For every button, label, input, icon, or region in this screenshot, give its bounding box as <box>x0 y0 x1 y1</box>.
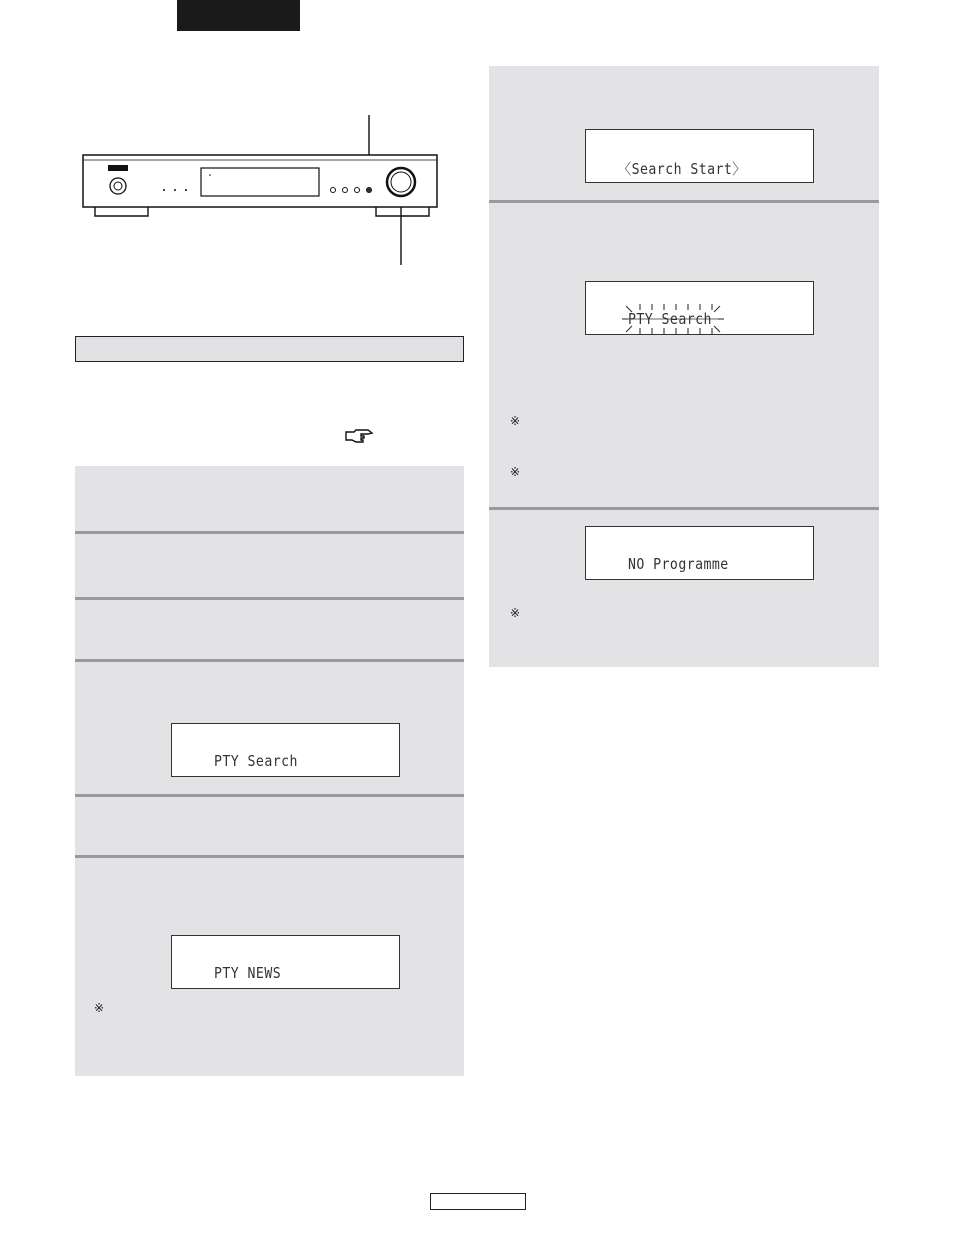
lcd-text: PTY Search <box>214 752 298 770</box>
lcd-display-no-programme <box>585 526 814 580</box>
step-divider <box>489 507 879 510</box>
step-divider <box>75 597 464 600</box>
lcd-display-ptv-search <box>171 723 400 777</box>
pointing-hand-icon <box>344 428 374 446</box>
lcd-text: PTY NEWS <box>214 964 282 982</box>
note-mark: ※ <box>510 606 521 620</box>
lcd-text: 〈Search Start〉 <box>618 160 746 178</box>
step-divider <box>489 200 879 203</box>
step-divider <box>75 531 464 534</box>
section-heading-bar <box>75 336 464 362</box>
step-divider <box>75 659 464 662</box>
note-mark: ※ <box>510 414 521 428</box>
lcd-text: NO Programme <box>628 555 729 573</box>
right-step-panel <box>489 66 879 667</box>
note-mark: ※ <box>510 465 521 479</box>
step-divider <box>75 855 464 858</box>
tuner-front-panel-illustration <box>80 110 450 270</box>
language-tab <box>177 0 300 31</box>
note-mark: ※ <box>94 1001 105 1015</box>
left-step-panel <box>75 466 464 1076</box>
step-divider <box>75 794 464 797</box>
blink-rays-icon <box>586 282 815 336</box>
page-number-box <box>430 1193 526 1210</box>
lcd-text: PTY Search <box>628 310 712 328</box>
lcd-display-ptv-search-blinking <box>585 281 814 335</box>
lcd-display-ptv-news <box>171 935 400 989</box>
lcd-display-search-start <box>585 129 814 183</box>
